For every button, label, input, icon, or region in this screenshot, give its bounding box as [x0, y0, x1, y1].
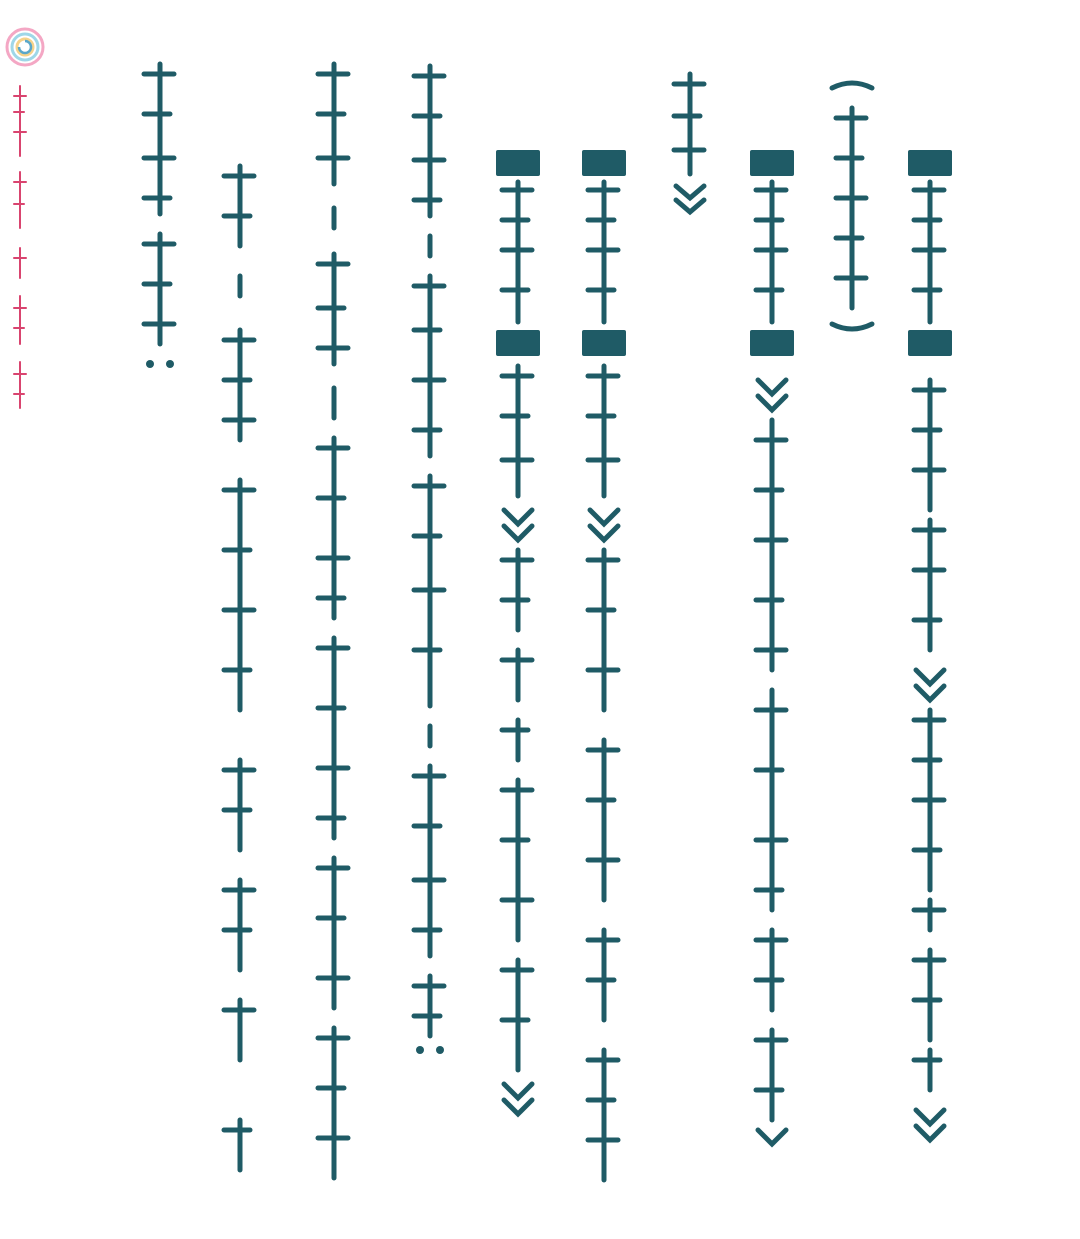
column-4-glyphs — [660, 70, 720, 220]
column-6-glyphs — [484, 150, 554, 1120]
text-column-8 — [300, 58, 370, 1188]
text-column-2 — [822, 78, 882, 338]
column-8-glyphs — [300, 58, 370, 1188]
column-9-glyphs — [206, 160, 276, 1190]
text-column-10 — [126, 58, 196, 388]
text-column-5 — [570, 150, 640, 1190]
column-1-glyphs — [896, 150, 966, 1150]
text-column-3 — [738, 150, 808, 1150]
column-10-glyphs — [126, 58, 196, 388]
column-7-glyphs — [396, 60, 466, 1060]
column-5-glyphs — [570, 150, 640, 1190]
text-column-6 — [484, 150, 554, 1120]
column-3-glyphs — [738, 150, 808, 1150]
text-column-1 — [896, 150, 966, 1150]
logo-caption-glyphs — [10, 82, 30, 412]
text-column-9 — [206, 160, 276, 1190]
text-column-4 — [660, 70, 720, 220]
text-column-7 — [396, 60, 466, 1060]
swirl-logo-icon — [4, 26, 46, 68]
logo-caption — [10, 82, 30, 412]
column-2-glyphs — [822, 78, 882, 338]
